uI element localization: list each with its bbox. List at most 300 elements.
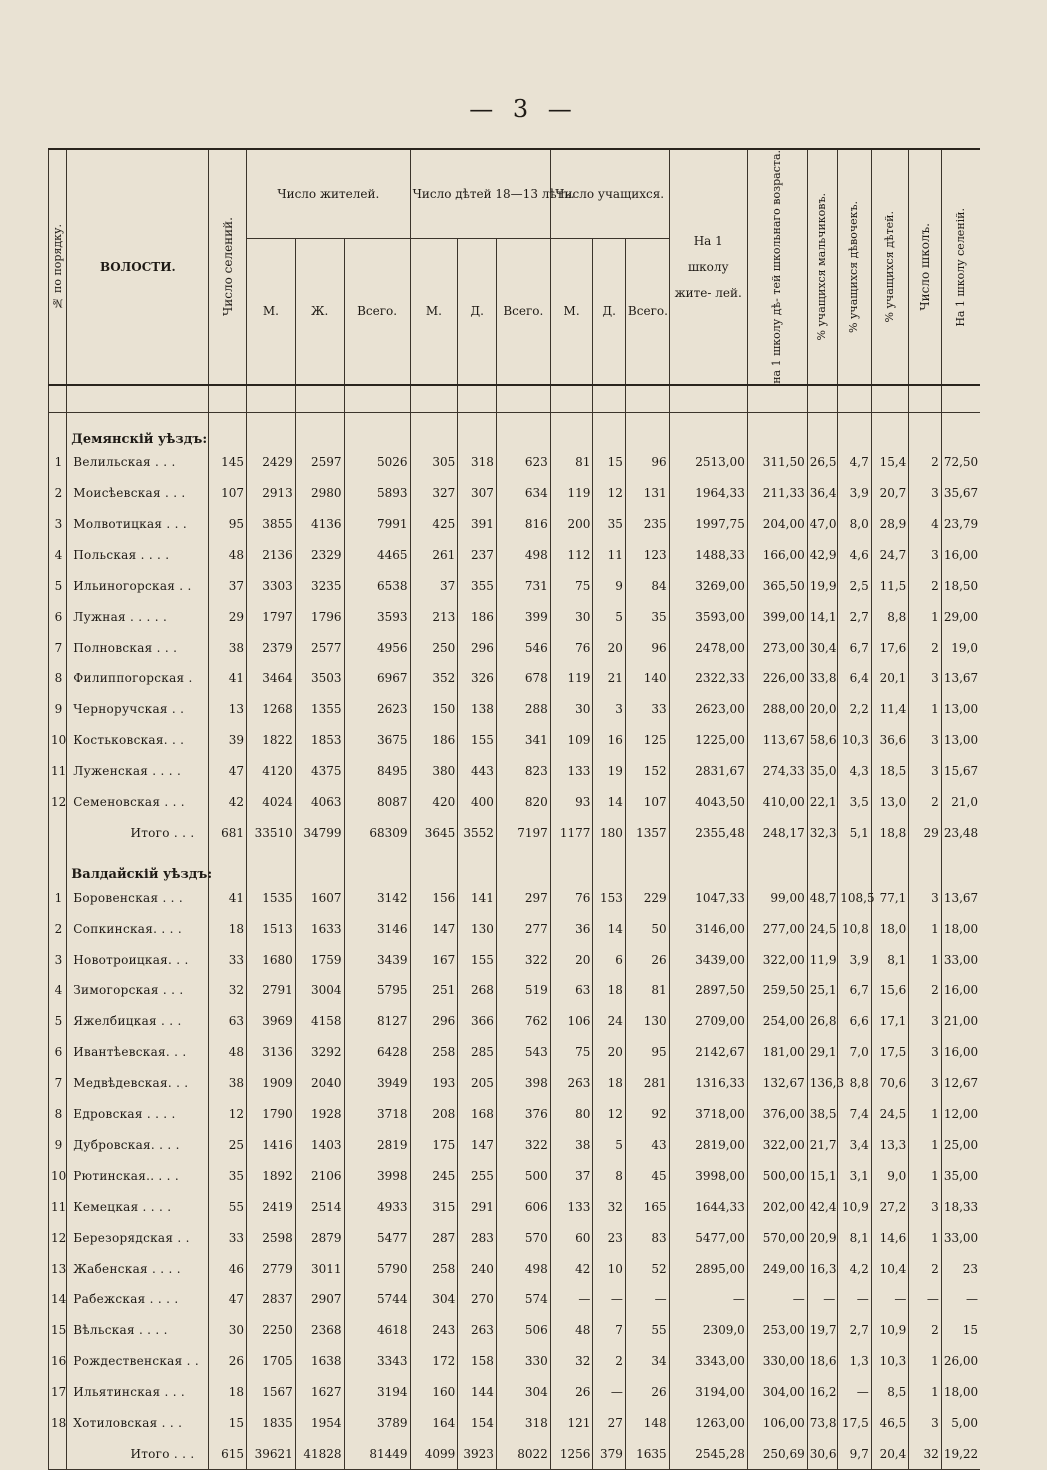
cell-value: 3146,00 <box>669 913 747 944</box>
cell-value: 4,6 <box>838 539 872 570</box>
table-row <box>49 1130 981 1161</box>
cell-value: 3011 <box>295 1253 344 1284</box>
cell-value: 19,0 <box>941 632 980 663</box>
cell-value: 248,17 <box>747 817 807 848</box>
cell-value: 1 <box>909 1130 942 1161</box>
cell-value: 29 <box>909 817 942 848</box>
cell-value: 237 <box>458 539 497 570</box>
cell-value: 259,50 <box>747 975 807 1006</box>
cell-value: 95 <box>625 1037 669 1068</box>
cell-value: 823 <box>496 756 550 787</box>
cell-value: 72,50 <box>941 447 980 478</box>
cell-value: 33 <box>209 944 247 975</box>
cell-value: 6538 <box>344 570 410 601</box>
cell-value: 1416 <box>247 1130 296 1161</box>
row-index: 8 <box>49 1099 67 1130</box>
cell-value: 3146 <box>344 913 410 944</box>
cell-value: 5477,00 <box>669 1222 747 1253</box>
cell-value: 1633 <box>295 913 344 944</box>
cell-value: 5,1 <box>838 817 872 848</box>
cell-value: 18,33 <box>941 1191 980 1222</box>
cell-value: 73,8 <box>807 1408 837 1439</box>
cell-value: 17,1 <box>871 1006 909 1037</box>
cell-value: 13,00 <box>941 725 980 756</box>
cell-value: 18,50 <box>941 570 980 601</box>
cell-value: 37 <box>550 1160 593 1191</box>
cell-value: — <box>747 1284 807 1315</box>
row-index: 5 <box>49 570 67 601</box>
cell-value: 41 <box>209 882 247 913</box>
cell-value: 4375 <box>295 756 344 787</box>
cell-value: 352 <box>410 663 458 694</box>
volost-name: Моисѣевская . . . <box>67 478 209 509</box>
row-index: 11 <box>49 1191 67 1222</box>
cell-value: 20,7 <box>871 478 909 509</box>
cell-value: 33510 <box>247 817 296 848</box>
cell-value: 37 <box>410 570 458 601</box>
row-index: 11 <box>49 756 67 787</box>
cell-value: 10,9 <box>838 1191 872 1222</box>
cell-value: 1790 <box>247 1099 296 1130</box>
cell-value: 24,5 <box>807 913 837 944</box>
cell-value: 399,00 <box>747 601 807 632</box>
cell-value: 5790 <box>344 1253 410 1284</box>
table-row <box>49 882 981 913</box>
cell-value: 25,1 <box>807 975 837 1006</box>
cell-value: 731 <box>496 570 550 601</box>
cell-value: 16,2 <box>807 1377 837 1408</box>
cell-value: 379 <box>593 1438 626 1469</box>
volost-name: Полновская . . . <box>67 632 209 663</box>
cell-value: 546 <box>496 632 550 663</box>
cell-value: 24 <box>593 1006 626 1037</box>
cell-value: 17,6 <box>871 632 909 663</box>
cell-value: 3949 <box>344 1068 410 1099</box>
header-ch-d: Д. <box>458 238 497 385</box>
cell-value: 70,6 <box>871 1068 909 1099</box>
cell-value: 3503 <box>295 663 344 694</box>
cell-value: 2831,67 <box>669 756 747 787</box>
cell-value: 1 <box>909 944 942 975</box>
table-row <box>49 913 981 944</box>
cell-value: 277,00 <box>747 913 807 944</box>
volost-name: Едровская . . . . <box>67 1099 209 1130</box>
cell-value: 48 <box>209 1037 247 1068</box>
cell-value: 63 <box>550 975 593 1006</box>
cell-value: 18 <box>593 975 626 1006</box>
cell-value: 25 <box>209 1130 247 1161</box>
header-pu-all: Всего. <box>625 238 669 385</box>
cell-value: 3136 <box>247 1037 296 1068</box>
cell-value: 5 <box>593 601 626 632</box>
cell-value: 186 <box>410 725 458 756</box>
cell-value: 193 <box>410 1068 458 1099</box>
cell-value: 8,5 <box>871 1377 909 1408</box>
cell-value: 1535 <box>247 882 296 913</box>
table-row <box>49 632 981 663</box>
cell-value: 52 <box>625 1253 669 1284</box>
cell-value: 296 <box>458 632 497 663</box>
row-index: 13 <box>49 1253 67 1284</box>
cell-value: 1822 <box>247 725 296 756</box>
cell-value: 322 <box>496 1130 550 1161</box>
cell-value: 83 <box>625 1222 669 1253</box>
cell-value: 315 <box>410 1191 458 1222</box>
cell-value: 243 <box>410 1315 458 1346</box>
cell-value: 2329 <box>295 539 344 570</box>
cell-value: 3645 <box>410 817 458 848</box>
cell-value: 288,00 <box>747 694 807 725</box>
volost-name: Костьковская. . . <box>67 725 209 756</box>
cell-value: 3 <box>909 1191 942 1222</box>
cell-value: 154 <box>458 1408 497 1439</box>
cell-value: 20 <box>550 944 593 975</box>
cell-value: 2 <box>909 1253 942 1284</box>
volost-name: Зимогорская . . . <box>67 975 209 1006</box>
row-index: 12 <box>49 1222 67 1253</box>
cell-value: 318 <box>496 1408 550 1439</box>
cell-value: 32 <box>209 975 247 1006</box>
cell-value: 1964,33 <box>669 478 747 509</box>
table-row <box>49 756 981 787</box>
cell-value: 1177 <box>550 817 593 848</box>
cell-value: 235 <box>625 509 669 540</box>
cell-value: 3142 <box>344 882 410 913</box>
cell-value: 23,48 <box>941 817 980 848</box>
cell-value: 1853 <box>295 725 344 756</box>
cell-value: 20,1 <box>871 663 909 694</box>
cell-value: 506 <box>496 1315 550 1346</box>
row-index: 17 <box>49 1377 67 1408</box>
cell-value: 341 <box>496 725 550 756</box>
cell-value: 13,00 <box>941 694 980 725</box>
cell-value: 1928 <box>295 1099 344 1130</box>
cell-value: 1705 <box>247 1346 296 1377</box>
row-index: 5 <box>49 1006 67 1037</box>
cell-value: 16 <box>593 725 626 756</box>
cell-value: 38 <box>209 632 247 663</box>
cell-value: 304 <box>410 1284 458 1315</box>
cell-value: 254,00 <box>747 1006 807 1037</box>
cell-value: 152 <box>625 756 669 787</box>
cell-value: 634 <box>496 478 550 509</box>
cell-value: 60 <box>550 1222 593 1253</box>
cell-value: 273,00 <box>747 632 807 663</box>
header-schools: Число школъ. <box>909 149 942 385</box>
cell-value: 1607 <box>295 882 344 913</box>
header-res-all: Всего. <box>344 238 410 385</box>
cell-value: 398 <box>496 1068 550 1099</box>
cell-value: — <box>669 1284 747 1315</box>
cell-value: 2577 <box>295 632 344 663</box>
header-settlements: Число селений. <box>209 149 247 385</box>
cell-value: 18 <box>593 1068 626 1099</box>
cell-value: 330 <box>496 1346 550 1377</box>
cell-value: 47,0 <box>807 509 837 540</box>
cell-value: 48,7 <box>807 882 837 913</box>
cell-value: 158 <box>458 1346 497 1377</box>
cell-value: 4,3 <box>838 756 872 787</box>
row-index: 1 <box>49 882 67 913</box>
cell-value: 3464 <box>247 663 296 694</box>
cell-value: 133 <box>550 756 593 787</box>
row-index: 2 <box>49 913 67 944</box>
cell-value: 33 <box>209 1222 247 1253</box>
cell-value: 38 <box>550 1130 593 1161</box>
cell-value: 81 <box>550 447 593 478</box>
cell-value: 322 <box>496 944 550 975</box>
cell-value: 3,9 <box>838 478 872 509</box>
cell-value: 15 <box>941 1315 980 1346</box>
cell-value: 36 <box>550 913 593 944</box>
cell-value: 48 <box>209 539 247 570</box>
volost-name: Жабенская . . . . <box>67 1253 209 1284</box>
cell-value: 285 <box>458 1037 497 1068</box>
header-ch-m: М. <box>410 238 458 385</box>
cell-value: 19,9 <box>807 570 837 601</box>
cell-value: 5795 <box>344 975 410 1006</box>
cell-value: 1 <box>909 1222 942 1253</box>
cell-value: 12,67 <box>941 1068 980 1099</box>
cell-value: 4 <box>909 509 942 540</box>
cell-value: 7 <box>593 1315 626 1346</box>
cell-value: 2309,0 <box>669 1315 747 1346</box>
cell-value: 3,9 <box>838 944 872 975</box>
cell-value: 81 <box>625 975 669 1006</box>
cell-value: 2895,00 <box>669 1253 747 1284</box>
cell-value: 3855 <box>247 509 296 540</box>
cell-value: 130 <box>458 913 497 944</box>
cell-value: 2322,33 <box>669 663 747 694</box>
cell-value: 258 <box>410 1253 458 1284</box>
cell-value: 168 <box>458 1099 497 1130</box>
cell-value: 2980 <box>295 478 344 509</box>
cell-value: 4120 <box>247 756 296 787</box>
cell-value: 1644,33 <box>669 1191 747 1222</box>
row-index: 9 <box>49 1130 67 1161</box>
cell-value: 1909 <box>247 1068 296 1099</box>
cell-value: 2,7 <box>838 601 872 632</box>
cell-value: 226,00 <box>747 663 807 694</box>
cell-value: 20,9 <box>807 1222 837 1253</box>
volost-name: Вѣльская . . . . <box>67 1315 209 1346</box>
district-name: Валдайскій уѣздъ: <box>67 848 209 882</box>
cell-value: 16,00 <box>941 1037 980 1068</box>
cell-value: 574 <box>496 1284 550 1315</box>
cell-value: 55 <box>209 1191 247 1222</box>
row-index: 6 <box>49 601 67 632</box>
cell-value: 615 <box>209 1438 247 1469</box>
table-row <box>49 1191 981 1222</box>
cell-value: 2142,67 <box>669 1037 747 1068</box>
cell-value: 20 <box>593 1037 626 1068</box>
volost-name: Кемецкая . . . . <box>67 1191 209 1222</box>
cell-value: 3 <box>909 882 942 913</box>
cell-value: 4136 <box>295 509 344 540</box>
cell-value: 3 <box>909 1068 942 1099</box>
cell-value: 155 <box>458 725 497 756</box>
cell-value: 18,8 <box>871 817 909 848</box>
cell-value: 1 <box>909 601 942 632</box>
cell-value: 240 <box>458 1253 497 1284</box>
cell-value: 2 <box>593 1346 626 1377</box>
cell-value: 2368 <box>295 1315 344 1346</box>
cell-value: 13 <box>209 694 247 725</box>
cell-value: — <box>550 1284 593 1315</box>
cell-value: 35 <box>625 601 669 632</box>
cell-value: 519 <box>496 975 550 1006</box>
header-pct-boys: % учащихся мальчиковъ. <box>807 149 837 385</box>
row-index: 3 <box>49 509 67 540</box>
table-row <box>49 570 981 601</box>
cell-value: 606 <box>496 1191 550 1222</box>
cell-value: 3923 <box>458 1438 497 1469</box>
cell-value: 47 <box>209 756 247 787</box>
cell-value: 2545,28 <box>669 1438 747 1469</box>
cell-value: 8127 <box>344 1006 410 1037</box>
cell-value: 9,0 <box>871 1160 909 1191</box>
cell-value: 570,00 <box>747 1222 807 1253</box>
cell-value: 113,67 <box>747 725 807 756</box>
cell-value: 20,4 <box>871 1438 909 1469</box>
cell-value: 8,1 <box>838 1222 872 1253</box>
cell-value: 6428 <box>344 1037 410 1068</box>
header-per-school-settl: На 1 школу селеній. <box>941 149 980 385</box>
cell-value: 327 <box>410 478 458 509</box>
cell-value: 4,7 <box>838 447 872 478</box>
cell-value: 400 <box>458 787 497 818</box>
cell-value: 2 <box>909 1315 942 1346</box>
cell-value: 21,0 <box>941 787 980 818</box>
cell-value: 1835 <box>247 1408 296 1439</box>
volost-name: Молвотицкая . . . <box>67 509 209 540</box>
cell-value: 30,4 <box>807 632 837 663</box>
cell-value: 4043,50 <box>669 787 747 818</box>
cell-value: 106,00 <box>747 1408 807 1439</box>
header-idx: № по порядку. <box>49 149 67 385</box>
cell-value: 2 <box>909 632 942 663</box>
table-row <box>49 1037 981 1068</box>
cell-value: 6,7 <box>838 975 872 1006</box>
cell-value: 1 <box>909 913 942 944</box>
cell-value: 1797 <box>247 601 296 632</box>
cell-value: 261 <box>410 539 458 570</box>
header-per-school-children: на 1 школу дѣ- тей школьнаго возраста. <box>747 149 807 385</box>
cell-value: 1954 <box>295 1408 344 1439</box>
cell-value: 35,67 <box>941 478 980 509</box>
cell-value: 24,7 <box>871 539 909 570</box>
cell-value: 2819 <box>344 1130 410 1161</box>
cell-value: 140 <box>625 663 669 694</box>
cell-value: 10,3 <box>838 725 872 756</box>
cell-value: 4956 <box>344 632 410 663</box>
cell-value: 678 <box>496 663 550 694</box>
cell-value: 109 <box>550 725 593 756</box>
row-index: 3 <box>49 944 67 975</box>
cell-value: 29,1 <box>807 1037 837 1068</box>
cell-value: 8087 <box>344 787 410 818</box>
cell-value: 41 <box>209 663 247 694</box>
header-pu-m: М. <box>550 238 593 385</box>
cell-value: — <box>807 1284 837 1315</box>
volost-name: Новотроицкая. . . <box>67 944 209 975</box>
cell-value: 3303 <box>247 570 296 601</box>
cell-value: 107 <box>625 787 669 818</box>
cell-value: 21,7 <box>807 1130 837 1161</box>
cell-value: 14,1 <box>807 601 837 632</box>
cell-value: 11,4 <box>871 694 909 725</box>
cell-value: 136,3 <box>807 1068 837 1099</box>
cell-value: 38 <box>209 1068 247 1099</box>
cell-value: 3 <box>909 1037 942 1068</box>
cell-value: 15 <box>209 1408 247 1439</box>
cell-value: 2709,00 <box>669 1006 747 1037</box>
cell-value: 92 <box>625 1099 669 1130</box>
cell-value: 3552 <box>458 817 497 848</box>
volost-name: Рабежская . . . . <box>67 1284 209 1315</box>
district-name: Демянскій уѣздъ: <box>67 412 209 447</box>
cell-value: 6 <box>593 944 626 975</box>
cell-value: 277 <box>496 913 550 944</box>
cell-value: 1,3 <box>838 1346 872 1377</box>
cell-value: 2 <box>909 975 942 1006</box>
cell-value: 365,50 <box>747 570 807 601</box>
table-row <box>49 944 981 975</box>
volost-name: Боровенская . . . <box>67 882 209 913</box>
cell-value: 1759 <box>295 944 344 975</box>
cell-value: 1256 <box>550 1438 593 1469</box>
cell-value: 58,6 <box>807 725 837 756</box>
cell-value: 5 <box>593 1130 626 1161</box>
cell-value: 355 <box>458 570 497 601</box>
cell-value: 5,00 <box>941 1408 980 1439</box>
row-index: 10 <box>49 725 67 756</box>
cell-value: 138 <box>458 694 497 725</box>
cell-value: 283 <box>458 1222 497 1253</box>
cell-value: 11 <box>593 539 626 570</box>
table-row <box>49 478 981 509</box>
cell-value: 816 <box>496 509 550 540</box>
cell-value: 14,6 <box>871 1222 909 1253</box>
cell-value: 304,00 <box>747 1377 807 1408</box>
table-row <box>49 447 981 478</box>
cell-value: 3194 <box>344 1377 410 1408</box>
cell-value: 14 <box>593 787 626 818</box>
cell-value: 26,00 <box>941 1346 980 1377</box>
cell-value: 1316,33 <box>669 1068 747 1099</box>
cell-value: — <box>871 1284 909 1315</box>
cell-value: 19,22 <box>941 1438 980 1469</box>
cell-value: 76 <box>550 632 593 663</box>
cell-value: 1892 <box>247 1160 296 1191</box>
cell-value: 3 <box>909 663 942 694</box>
cell-value: 36,4 <box>807 478 837 509</box>
row-index: 15 <box>49 1315 67 1346</box>
cell-value: 5893 <box>344 478 410 509</box>
page-number: — 3 — <box>469 95 578 123</box>
cell-value: 229 <box>625 882 669 913</box>
cell-value: 1403 <box>295 1130 344 1161</box>
cell-value: 12 <box>593 478 626 509</box>
cell-value: 76 <box>550 882 593 913</box>
cell-value: 32 <box>909 1438 942 1469</box>
row-index: 4 <box>49 975 67 1006</box>
cell-value: 15,67 <box>941 756 980 787</box>
cell-value: 1627 <box>295 1377 344 1408</box>
cell-value: 47 <box>209 1284 247 1315</box>
cell-value: 36,6 <box>871 725 909 756</box>
cell-value: 77,1 <box>871 882 909 913</box>
